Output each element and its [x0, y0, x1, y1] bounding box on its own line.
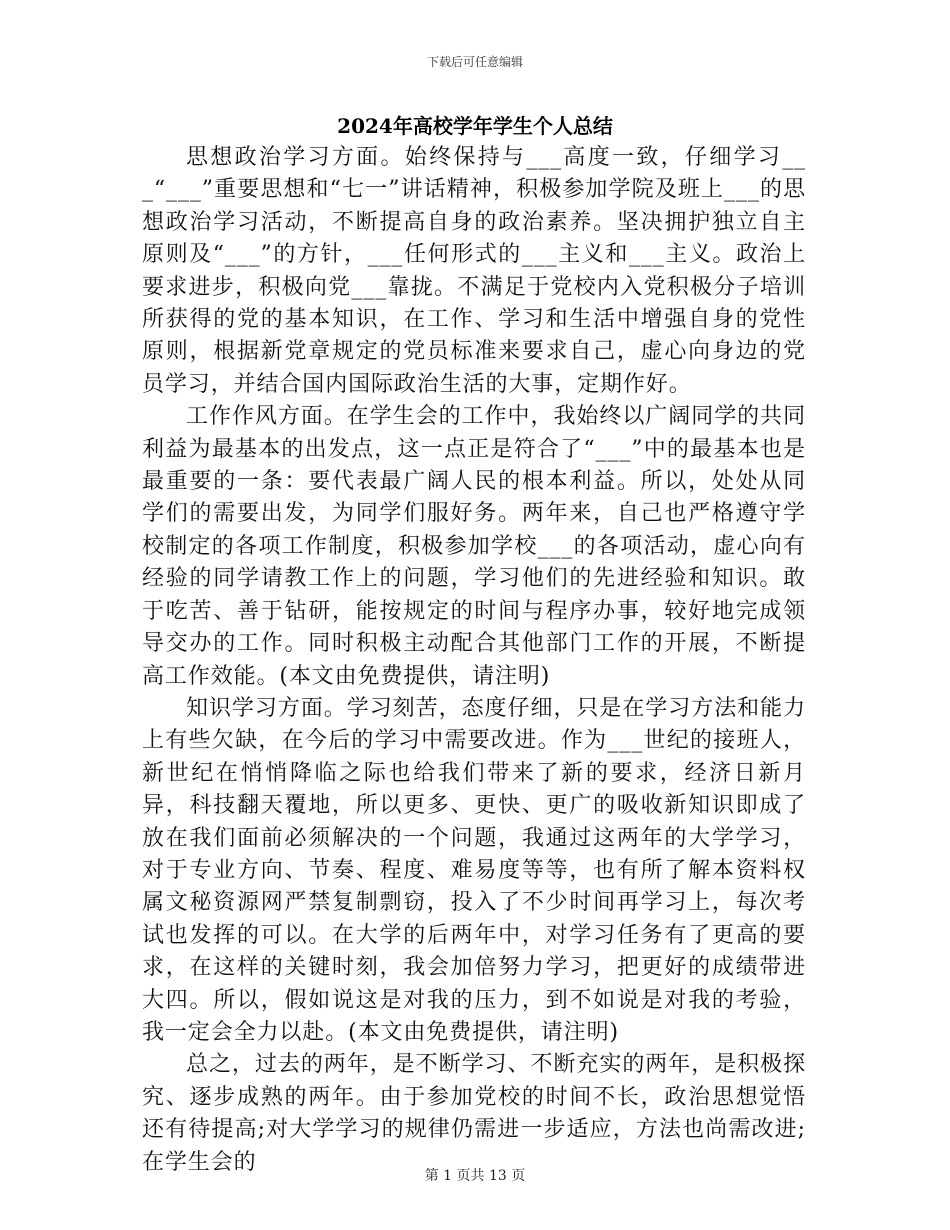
document-body [142, 142, 806, 1179]
paragraph-summary: 总之，过去的两年，是不断学习、不断充实的两年，是积极探究、逐步成熟的两年。由于参加党校的时间不长，政治思想觉悟还有待提高;对大学学习的规律仍需进一步适应，方法也尚需改进;在学生会的 [142, 1052, 806, 1175]
paragraph-knowledge: 知识学习方面。学习刻苦，态度仔细，只是在学习方法和能力上有些欠缺，在今后的学习中需要改进。作为___世纪的接班人，新世纪在悄悄降临之际也给我们带来了新的要求，经济日新月异，科技翻天覆地，所以更多、更快、更广的吸收新知识即成了放在我们面前必须解决的一个问题，我通过这两年的大学学习，对于专业方向、节奏、程度、难易度等等，也有所了解本资料权属文秘资源网严禁复制剽窃，投入了不少时间再学习上，每次考试也发挥的可以。在大学的后两年中，对学习任务有了更高的要求，在这样的关键时刻，我会加倍努力学习，把更好的成绩带进大四。所以，假如说这是对我的压力，到不如说是对我的考验，我一定会全力以赴。(本文由免费提供，请注明) [142, 695, 806, 1045]
paragraph-ideology: 思想政治学习方面。始终保持与___高度一致，仔细学习___“___”重要思想和“七一”讲话精神，积极参加学院及班上___的思想政治学习活动，不断提高自身的政治素养。坚决拥护独立自主原则及“___”的方针，___任何形式的___主义和___主义。政治上要求进步，积极向党___靠拢。不满足于党校内入党积极分子培训所获得的党的基本知识，在工作、学习和生活中增强自身的党性原则，根据新党章规定的党员标准来要求自己，虚心向身边的党员学习，并结合国内国际政治生活的大事，定期作好。 [142, 145, 806, 397]
document-title: 2024年高校学年学生个人总结 [337, 114, 613, 138]
page-number: 第 1 页共 13 页 [424, 1168, 526, 1184]
paragraph-work-style: 工作作风方面。在学生会的工作中，我始终以广阔同学的共同利益为最基本的出发点，这一点正是符合了“___”中的最基本也是最重要的一条：要代表最广阔人民的根本利益。所以，处处从同学们的需要出发，为同学们服好务。两年来，自己也严格遵守学校制定的各项工作制度，积极参加学校___的各项活动，虚心向有经验的同学请教工作上的问题，学习他们的先进经验和知识。敢于吃苦、善于钻研，能按规定的时间与程序办事，较好地完成领导交办的工作。同时积极主动配合其他部门工作的开展，不断提高工作效能。(本文由免费提供，请注明) [142, 404, 806, 689]
page-header-note: 下载后可任意编辑 [426, 55, 523, 69]
